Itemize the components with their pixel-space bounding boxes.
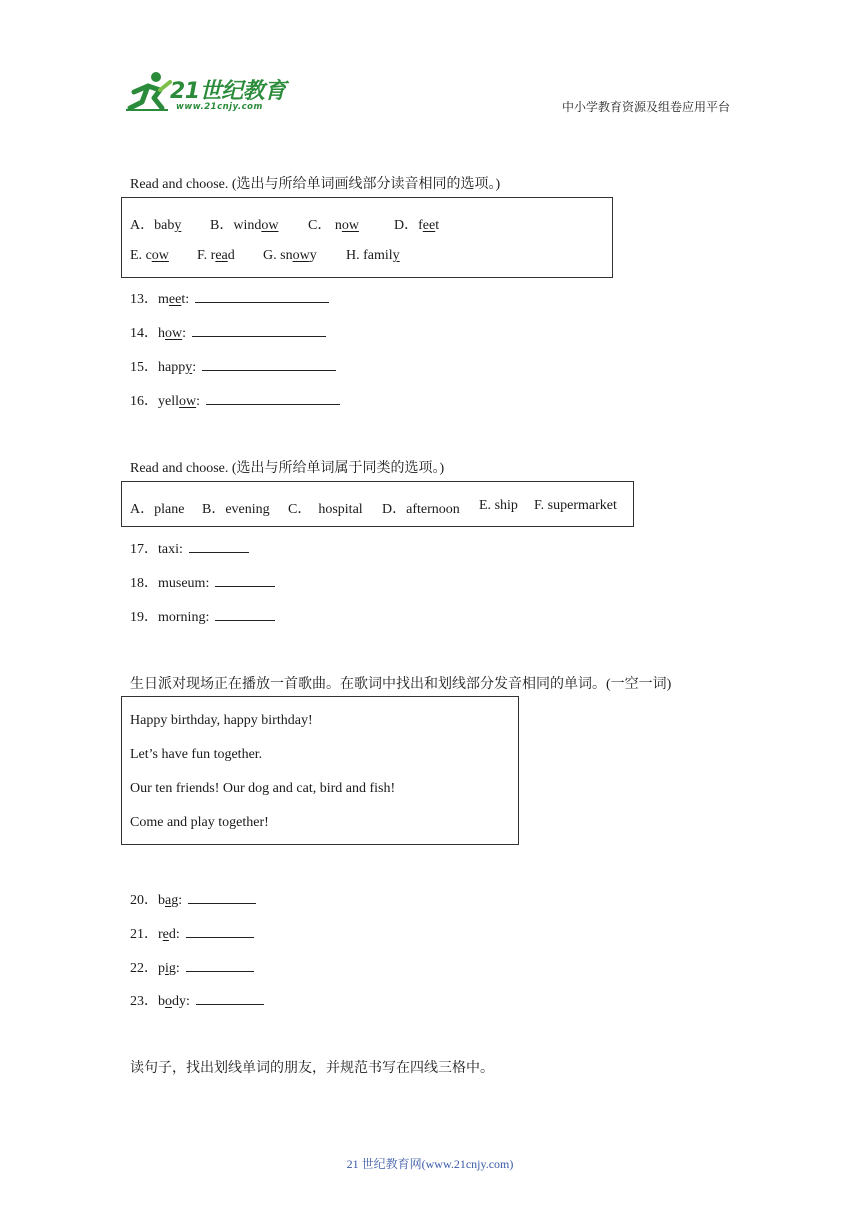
option-h: H. family xyxy=(346,248,400,263)
option-f: F. supermarket xyxy=(534,498,617,513)
option-a: A．plane xyxy=(130,502,185,517)
logo-name: 21世纪教育 xyxy=(170,79,286,104)
lyric-line-1: Happy birthday, happy birthday! xyxy=(130,713,313,728)
question-21: 21．red: xyxy=(130,923,254,943)
question-15: 15．happy: xyxy=(130,356,336,376)
question-14: 14．how: xyxy=(130,322,326,342)
option-f: F. read xyxy=(197,248,235,263)
option-e: E. ship xyxy=(479,498,518,513)
option-b: B．window xyxy=(210,218,279,233)
answer-blank-17[interactable] xyxy=(189,538,249,553)
answer-blank-19[interactable] xyxy=(215,606,275,621)
lyric-line-4: Come and play together! xyxy=(130,815,269,830)
lyrics-box xyxy=(121,696,519,845)
question-19: 19．morning: xyxy=(130,606,275,626)
platform-title: 中小学教育资源及组卷应用平台 xyxy=(561,100,730,114)
lyric-line-2: Let’s have fun together. xyxy=(130,747,263,762)
section4-instruction: 读句子，找出划线单词的朋友，并规范书写在四线三格中。 xyxy=(130,1061,494,1076)
question-16: 16．yellow: xyxy=(130,390,340,410)
answer-blank-13[interactable] xyxy=(195,288,329,303)
section2-options-box xyxy=(121,481,634,527)
logo-url: www.21cnjy.com xyxy=(176,102,263,112)
option-b: B．evening xyxy=(202,502,270,517)
answer-blank-22[interactable] xyxy=(186,957,254,972)
option-d: D．afternoon xyxy=(382,502,460,517)
runner-logo-icon xyxy=(124,70,172,116)
answer-blank-16[interactable] xyxy=(206,390,340,405)
option-e: E. cow xyxy=(130,248,169,263)
question-22: 22．pig: xyxy=(130,957,254,977)
answer-blank-20[interactable] xyxy=(188,889,256,904)
section1-options-box xyxy=(121,197,613,278)
question-18: 18．museum: xyxy=(130,572,275,592)
answer-blank-23[interactable] xyxy=(196,990,264,1005)
question-23: 23．body: xyxy=(130,990,264,1010)
section1-instruction: Read and choose. (选出与所给单词画线部分读音相同的选项。) xyxy=(130,177,501,192)
answer-blank-15[interactable] xyxy=(202,356,336,371)
option-a: A．baby xyxy=(130,218,182,233)
page-footer: 21 世纪教育网(www.21cnjy.com) xyxy=(346,1157,514,1171)
option-c: C． now xyxy=(308,218,359,233)
answer-blank-21[interactable] xyxy=(186,923,254,938)
option-d: D．feet xyxy=(394,218,440,233)
brand-logo xyxy=(124,70,294,120)
section2-instruction: Read and choose. (选出与所给单词属于同类的选项。) xyxy=(130,461,445,476)
option-c: C． hospital xyxy=(288,502,363,517)
answer-blank-18[interactable] xyxy=(215,572,275,587)
question-20: 20．bag: xyxy=(130,889,256,909)
question-17: 17．taxi: xyxy=(130,538,249,558)
option-g: G. snowy xyxy=(263,248,317,263)
question-13: 13．meet: xyxy=(130,288,329,308)
answer-blank-14[interactable] xyxy=(192,322,326,337)
lyric-line-3: Our ten friends! Our dog and cat, bird and fish! xyxy=(130,781,396,796)
section3-instruction: 生日派对现场正在播放一首歌曲。在歌词中找出和划线部分发音相同的单词。(一空一词) xyxy=(130,677,672,692)
